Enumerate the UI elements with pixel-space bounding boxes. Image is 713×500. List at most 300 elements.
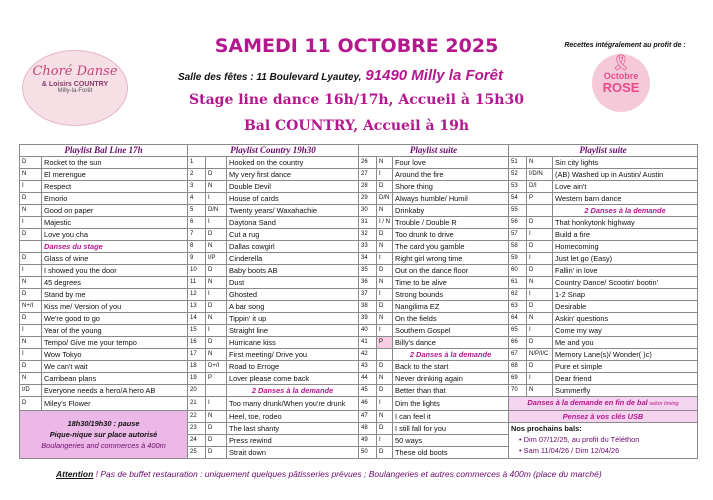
suite2-title: 1-2 Snap bbox=[553, 289, 698, 301]
suite-number: 32 bbox=[359, 229, 377, 241]
country-title: First meeting/ Drive you bbox=[227, 349, 359, 361]
bal-line-level bbox=[20, 241, 42, 253]
suite2-number: 56 bbox=[509, 217, 527, 229]
country-level bbox=[206, 157, 227, 169]
table-row bbox=[20, 397, 698, 411]
bal-line-title: Everyone needs a hero/A hero AB bbox=[42, 385, 188, 397]
suite-level: D bbox=[377, 265, 393, 277]
suite-title: Nangilima EZ bbox=[393, 301, 509, 313]
footer-notice bbox=[56, 469, 602, 479]
suite2-level: D bbox=[527, 301, 553, 313]
next-events bbox=[509, 423, 698, 459]
suite-number: 46 bbox=[359, 397, 377, 411]
suite2-number: 65 bbox=[509, 325, 527, 337]
suite-number: 38 bbox=[359, 301, 377, 313]
suite-number: 44 bbox=[359, 373, 377, 385]
danses-demande-label: 2 Danses à la demande bbox=[553, 205, 698, 217]
suite-level: D bbox=[377, 447, 393, 459]
suite-level: D bbox=[377, 423, 393, 435]
bal-line-level: D bbox=[20, 313, 42, 325]
suite-level: I bbox=[377, 435, 393, 447]
suite-number: 37 bbox=[359, 289, 377, 301]
country-number: 1 bbox=[188, 157, 206, 169]
pause-picnic: Pique-nique sur place autorisé bbox=[49, 430, 158, 439]
country-title: The last shanty bbox=[227, 423, 359, 435]
danses-demande-label: 2 Danses à la demande bbox=[393, 349, 509, 361]
suite-number: 39 bbox=[359, 313, 377, 325]
suite2-title: Dear friend bbox=[553, 373, 698, 385]
bal-line-level: I bbox=[20, 349, 42, 361]
bal-line-title: We're good to go bbox=[42, 313, 188, 325]
country-title: Too many drunk/When you're drunk bbox=[227, 397, 359, 411]
suite-number: 40 bbox=[359, 325, 377, 337]
suite-number: 35 bbox=[359, 265, 377, 277]
bal-line-title: Good on paper bbox=[42, 205, 188, 217]
suite-level: D bbox=[377, 181, 393, 193]
bal-line-title: Miley's Flower bbox=[42, 397, 188, 411]
header-country: Playlist Country 19h30 bbox=[188, 145, 359, 157]
table-row bbox=[20, 411, 698, 423]
bal-line-title: Rocket to the sun bbox=[42, 157, 188, 169]
suite-title: Out on the dance floor bbox=[393, 265, 509, 277]
suite-level: D/N bbox=[377, 193, 393, 205]
table-row bbox=[20, 253, 698, 265]
suite-title: 50 ways bbox=[393, 435, 509, 447]
suite2-number: 66 bbox=[509, 337, 527, 349]
table-row bbox=[20, 205, 698, 217]
venue-address: Salle des fêtes : 11 Boulevard Lyautey, bbox=[178, 72, 362, 83]
suite2-title: Summerfly bbox=[553, 385, 698, 397]
suite-level: N bbox=[377, 373, 393, 385]
stage-section-label: Danses du stage bbox=[42, 241, 188, 253]
country-level: D bbox=[206, 229, 227, 241]
bal-line-level: N bbox=[20, 373, 42, 385]
country-number: 17 bbox=[188, 349, 206, 361]
country-level: N bbox=[206, 241, 227, 253]
suite2-level: I bbox=[527, 289, 553, 301]
suite2-title: Come my way bbox=[553, 325, 698, 337]
suite2-level: D bbox=[527, 241, 553, 253]
country-number: 18 bbox=[188, 361, 206, 373]
suite2-title: Pure et simple bbox=[553, 361, 698, 373]
table-row bbox=[20, 385, 698, 397]
attention-label: Attention bbox=[56, 469, 94, 479]
bal-line-level: N bbox=[20, 169, 42, 181]
suite-title: Southern Gospel bbox=[393, 325, 509, 337]
suite2-title: That honkytonk highway bbox=[553, 217, 698, 229]
rose-logo-word2: ROSE bbox=[602, 80, 640, 95]
suite-level: I bbox=[377, 289, 393, 301]
country-level: D+/I bbox=[206, 361, 227, 373]
suite2-number: 70 bbox=[509, 385, 527, 397]
table-row bbox=[20, 157, 698, 169]
bal-line-level: D bbox=[20, 229, 42, 241]
suite-number: 30 bbox=[359, 205, 377, 217]
usb-text: Pensez à vos clés USB bbox=[562, 412, 644, 421]
country-number: 14 bbox=[188, 313, 206, 325]
bal-line-title: I showed you the door bbox=[42, 265, 188, 277]
bal-line-title: Emorio bbox=[42, 193, 188, 205]
country-level: I bbox=[206, 193, 227, 205]
suite2-number: 58 bbox=[509, 241, 527, 253]
bal-line-level: D bbox=[20, 193, 42, 205]
country-title: My very first dance bbox=[227, 169, 359, 181]
country-number: 6 bbox=[188, 217, 206, 229]
next-events-title: Nos prochains bals: bbox=[511, 424, 582, 433]
suite-title: Always humble/ Humil bbox=[393, 193, 509, 205]
suite2-title: Homecoming bbox=[553, 241, 698, 253]
country-level: N bbox=[206, 277, 227, 289]
suite2-title: Me and you bbox=[553, 337, 698, 349]
bal-line-title: We can't wait bbox=[42, 361, 188, 373]
country-level bbox=[206, 385, 227, 397]
country-title: Dallas cowgirl bbox=[227, 241, 359, 253]
country-number: 21 bbox=[188, 397, 206, 411]
bal-line-title: Stand by me bbox=[42, 289, 188, 301]
venue-city: 91490 Milly la Forêt bbox=[365, 67, 503, 84]
suite-level: I bbox=[377, 325, 393, 337]
suite-title: The card you gamble bbox=[393, 241, 509, 253]
suite-number: 36 bbox=[359, 277, 377, 289]
suite2-title: Desirable bbox=[553, 301, 698, 313]
country-level: D bbox=[206, 447, 227, 459]
suite2-number: 53 bbox=[509, 181, 527, 193]
suite2-level: I bbox=[527, 229, 553, 241]
country-level: D bbox=[206, 265, 227, 277]
suite2-level: N bbox=[527, 157, 553, 169]
bal-line-title: Love you cha bbox=[42, 229, 188, 241]
bal-line-level: I/D bbox=[20, 385, 42, 397]
suite-title: Drinkaby bbox=[393, 205, 509, 217]
country-title: Strait down bbox=[227, 447, 359, 459]
bal-line-level: I bbox=[20, 217, 42, 229]
table-row bbox=[20, 373, 698, 385]
suite2-number: 60 bbox=[509, 265, 527, 277]
suite2-level: I bbox=[527, 373, 553, 385]
octobre-rose-logo bbox=[592, 54, 650, 112]
country-level: I bbox=[206, 397, 227, 411]
next-event-1: • Dim 07/12/25, au profit du Téléthon bbox=[519, 435, 640, 444]
country-level: D bbox=[206, 169, 227, 181]
suite2-level: P bbox=[527, 193, 553, 205]
country-level: N bbox=[206, 411, 227, 423]
suite-level: D bbox=[377, 361, 393, 373]
bal-line: Bal COUNTRY, Accueil à 19h bbox=[243, 118, 470, 134]
suite2-number: 54 bbox=[509, 193, 527, 205]
recettes-note: Recettes intégralement au profit de : bbox=[564, 42, 686, 49]
header-suite-2: Playlist suite bbox=[509, 145, 698, 157]
bal-line-title: 45 degrees bbox=[42, 277, 188, 289]
bal-line-level: D bbox=[20, 361, 42, 373]
country-level: N bbox=[206, 181, 227, 193]
suite2-number: 55 bbox=[509, 205, 527, 217]
suite2-number: 57 bbox=[509, 229, 527, 241]
suite2-title: Askin' questions bbox=[553, 313, 698, 325]
table-row bbox=[20, 181, 698, 193]
table-row bbox=[20, 277, 698, 289]
suite-title: On the fields bbox=[393, 313, 509, 325]
suite2-title: Sin city lights bbox=[553, 157, 698, 169]
country-title: Road to Erroge bbox=[227, 361, 359, 373]
bal-line-level: I bbox=[20, 265, 42, 277]
suite-title: Time to be alive bbox=[393, 277, 509, 289]
suite-level: D bbox=[377, 301, 393, 313]
suite2-number: 68 bbox=[509, 361, 527, 373]
suite2-level bbox=[527, 205, 553, 217]
suite-level: D bbox=[377, 385, 393, 397]
suite-level: I bbox=[377, 397, 393, 411]
bal-line-title: Year of the young bbox=[42, 325, 188, 337]
suite-level: N bbox=[377, 313, 393, 325]
suite-title: Back to the start bbox=[393, 361, 509, 373]
table-row bbox=[20, 217, 698, 229]
table-row bbox=[20, 193, 698, 205]
pause-shops: Boulangeries and commerces à 400m bbox=[41, 441, 166, 450]
bal-line-title: El merengue bbox=[42, 169, 188, 181]
country-number: 8 bbox=[188, 241, 206, 253]
bal-line-level: D bbox=[20, 253, 42, 265]
suite-number: 48 bbox=[359, 423, 377, 435]
bal-line-level: N bbox=[20, 205, 42, 217]
suite2-level: N bbox=[527, 385, 553, 397]
country-title: Twenty years/ Waxahachie bbox=[227, 205, 359, 217]
suite2-level: I bbox=[527, 253, 553, 265]
country-title: Straight line bbox=[227, 325, 359, 337]
danses-demande-label: 2 Danses à la demande bbox=[227, 385, 359, 397]
country-level: D bbox=[206, 337, 227, 349]
bal-line-title: Majestic bbox=[42, 217, 188, 229]
bal-line-title: Tempo/ Give me your tempo bbox=[42, 337, 188, 349]
table-row bbox=[20, 313, 698, 325]
table-row bbox=[20, 349, 698, 361]
country-number: 22 bbox=[188, 411, 206, 423]
club-logo bbox=[22, 50, 128, 126]
table-row bbox=[20, 241, 698, 253]
suite2-title: (AB) Washed up in Austin/ Austin bbox=[553, 169, 698, 181]
country-title: Baby boots AB bbox=[227, 265, 359, 277]
country-number: 7 bbox=[188, 229, 206, 241]
country-number: 4 bbox=[188, 193, 206, 205]
bal-line-level: N+/I bbox=[20, 301, 42, 313]
footer-text: ! Pas de buffet restauration : uniquement quelques pâtisseries prévues ; Boulangeries et autres commerces à 400m (place du marché) bbox=[93, 469, 602, 479]
suite2-number: 62 bbox=[509, 289, 527, 301]
country-title: Hurricane kiss bbox=[227, 337, 359, 349]
suite-number: 41 bbox=[359, 337, 377, 349]
country-level: D bbox=[206, 423, 227, 435]
suite-level: P bbox=[377, 337, 393, 349]
country-level: P bbox=[206, 373, 227, 385]
suite2-level: I/D/N bbox=[527, 169, 553, 181]
suite-level: I bbox=[377, 169, 393, 181]
country-title: Dust bbox=[227, 277, 359, 289]
suite-number: 27 bbox=[359, 169, 377, 181]
table-row bbox=[20, 301, 698, 313]
country-level: I bbox=[206, 289, 227, 301]
country-level: I bbox=[206, 325, 227, 337]
bal-line-level: N bbox=[20, 277, 42, 289]
country-number: 10 bbox=[188, 265, 206, 277]
bal-line-level: N bbox=[20, 337, 42, 349]
venue-line bbox=[178, 67, 538, 84]
suite2-number: 69 bbox=[509, 373, 527, 385]
country-level: I/P bbox=[206, 253, 227, 265]
suite-number: 49 bbox=[359, 435, 377, 447]
country-number: 11 bbox=[188, 277, 206, 289]
suite2-level: D bbox=[527, 361, 553, 373]
logo-title: Choré Danse bbox=[32, 64, 118, 79]
table-row bbox=[20, 169, 698, 181]
demande-main: Danses à la demande en fin de bal bbox=[527, 398, 648, 407]
country-title: Hooked on the country bbox=[227, 157, 359, 169]
bal-line-level: D bbox=[20, 289, 42, 301]
country-title: Lover please come back bbox=[227, 373, 359, 385]
suite-level: N bbox=[377, 277, 393, 289]
header-suite-1: Playlist suite bbox=[359, 145, 509, 157]
suite2-number: 52 bbox=[509, 169, 527, 181]
suite2-level: D/I bbox=[527, 181, 553, 193]
country-title: House of cards bbox=[227, 193, 359, 205]
suite-number: 43 bbox=[359, 361, 377, 373]
table-row bbox=[20, 289, 698, 301]
country-title: Double Devil bbox=[227, 181, 359, 193]
suite-level: N bbox=[377, 241, 393, 253]
pause-box bbox=[20, 411, 188, 459]
suite2-number: 59 bbox=[509, 253, 527, 265]
playlist-table bbox=[19, 144, 698, 459]
bal-line-level: I bbox=[20, 181, 42, 193]
country-number: 19 bbox=[188, 373, 206, 385]
suite2-title: Fallin' in love bbox=[553, 265, 698, 277]
country-title: Heel, toe, rodeo bbox=[227, 411, 359, 423]
suite-title: Dim the lights bbox=[393, 397, 509, 411]
suite-number: 50 bbox=[359, 447, 377, 459]
suite-title: Right girl wrong time bbox=[393, 253, 509, 265]
country-number: 15 bbox=[188, 325, 206, 337]
suite-title: Too drunk to drive bbox=[393, 229, 509, 241]
page-title: SAMEDI 11 OCTOBRE 2025 bbox=[214, 35, 499, 57]
suite-number: 45 bbox=[359, 385, 377, 397]
country-title: Tippin' it up bbox=[227, 313, 359, 325]
suite-number: 26 bbox=[359, 157, 377, 169]
suite2-level: N bbox=[527, 277, 553, 289]
suite-number: 34 bbox=[359, 253, 377, 265]
suite2-number: 51 bbox=[509, 157, 527, 169]
bal-line-title: Kiss me/ Version of you bbox=[42, 301, 188, 313]
table-header-row bbox=[20, 145, 698, 157]
demande-fin-bal bbox=[509, 397, 698, 411]
suite2-title: Build a fire bbox=[553, 229, 698, 241]
suite-title: Around the fire bbox=[393, 169, 509, 181]
suite-level bbox=[377, 349, 393, 361]
suite-number: 33 bbox=[359, 241, 377, 253]
suite-number: 29 bbox=[359, 193, 377, 205]
country-number: 2 bbox=[188, 169, 206, 181]
suite2-level: D bbox=[527, 337, 553, 349]
country-level: I bbox=[206, 217, 227, 229]
suite-number: 31 bbox=[359, 217, 377, 229]
country-level: D/N bbox=[206, 205, 227, 217]
country-number: 16 bbox=[188, 337, 206, 349]
bal-line-title: Carribean plans bbox=[42, 373, 188, 385]
pause-time: 18h30/19h30 : pause bbox=[67, 419, 140, 428]
ribbon-icon: 🎗 bbox=[610, 55, 632, 72]
suite-title: Billy's dance bbox=[393, 337, 509, 349]
bal-line-level: I bbox=[20, 325, 42, 337]
suite2-title: Western barn dance bbox=[553, 193, 698, 205]
country-title: Cut a rug bbox=[227, 229, 359, 241]
demande-timing: selon timing bbox=[647, 401, 679, 407]
bal-line-title: Wow Tokyo bbox=[42, 349, 188, 361]
suite-title: Better than that bbox=[393, 385, 509, 397]
suite-number: 42 bbox=[359, 349, 377, 361]
country-title: Ghosted bbox=[227, 289, 359, 301]
suite-level: N bbox=[377, 205, 393, 217]
bal-line-title: Glass of wine bbox=[42, 253, 188, 265]
suite2-level: N bbox=[527, 313, 553, 325]
bal-line-level: D bbox=[20, 157, 42, 169]
country-title: A bar song bbox=[227, 301, 359, 313]
header-bal-line: Playlist Bal Line 17h bbox=[20, 145, 188, 157]
table-row bbox=[20, 229, 698, 241]
suite2-title: Just let go (Easy) bbox=[553, 253, 698, 265]
country-number: 13 bbox=[188, 301, 206, 313]
suite-title: Four love bbox=[393, 157, 509, 169]
country-number: 9 bbox=[188, 253, 206, 265]
country-level: D bbox=[206, 301, 227, 313]
suite-level: D bbox=[377, 229, 393, 241]
suite-number: 28 bbox=[359, 181, 377, 193]
suite2-number: 64 bbox=[509, 313, 527, 325]
suite-level: N bbox=[377, 411, 393, 423]
bal-line-level: D bbox=[20, 397, 42, 411]
country-number: 12 bbox=[188, 289, 206, 301]
suite2-level: I bbox=[527, 325, 553, 337]
country-level: D bbox=[206, 435, 227, 447]
suite2-title: Love ain't bbox=[553, 181, 698, 193]
suite-title: I can feel it bbox=[393, 411, 509, 423]
suite-level: I / N bbox=[377, 217, 393, 229]
country-number: 25 bbox=[188, 447, 206, 459]
logo-town: Milly-la-Forêt bbox=[57, 88, 93, 94]
table-row bbox=[20, 337, 698, 349]
suite2-number: 67 bbox=[509, 349, 527, 361]
table-row bbox=[20, 265, 698, 277]
country-level: N bbox=[206, 313, 227, 325]
usb-reminder bbox=[509, 411, 698, 423]
table-row bbox=[20, 325, 698, 337]
suite-title: These old boots bbox=[393, 447, 509, 459]
suite2-number: 63 bbox=[509, 301, 527, 313]
table-row bbox=[20, 361, 698, 373]
suite2-number: 61 bbox=[509, 277, 527, 289]
country-number: 20 bbox=[188, 385, 206, 397]
country-title: Press rewind bbox=[227, 435, 359, 447]
suite2-level: D bbox=[527, 217, 553, 229]
next-event-2: • Sam 11/04/26 / Dim 12/04/26 bbox=[519, 446, 620, 455]
stage-line: Stage line dance 16h/17h, Accueil à 15h30 bbox=[189, 92, 524, 108]
suite-number: 47 bbox=[359, 411, 377, 423]
suite-title: Strong bounds bbox=[393, 289, 509, 301]
suite-title: I still fall for you bbox=[393, 423, 509, 435]
country-number: 24 bbox=[188, 435, 206, 447]
bal-line-title: Respect bbox=[42, 181, 188, 193]
country-title: Daytona Sand bbox=[227, 217, 359, 229]
suite-level: I bbox=[377, 253, 393, 265]
rose-logo-word1: Octobre bbox=[603, 71, 639, 81]
country-number: 3 bbox=[188, 181, 206, 193]
country-number: 5 bbox=[188, 205, 206, 217]
suite2-level: N/P/I/C bbox=[527, 349, 553, 361]
